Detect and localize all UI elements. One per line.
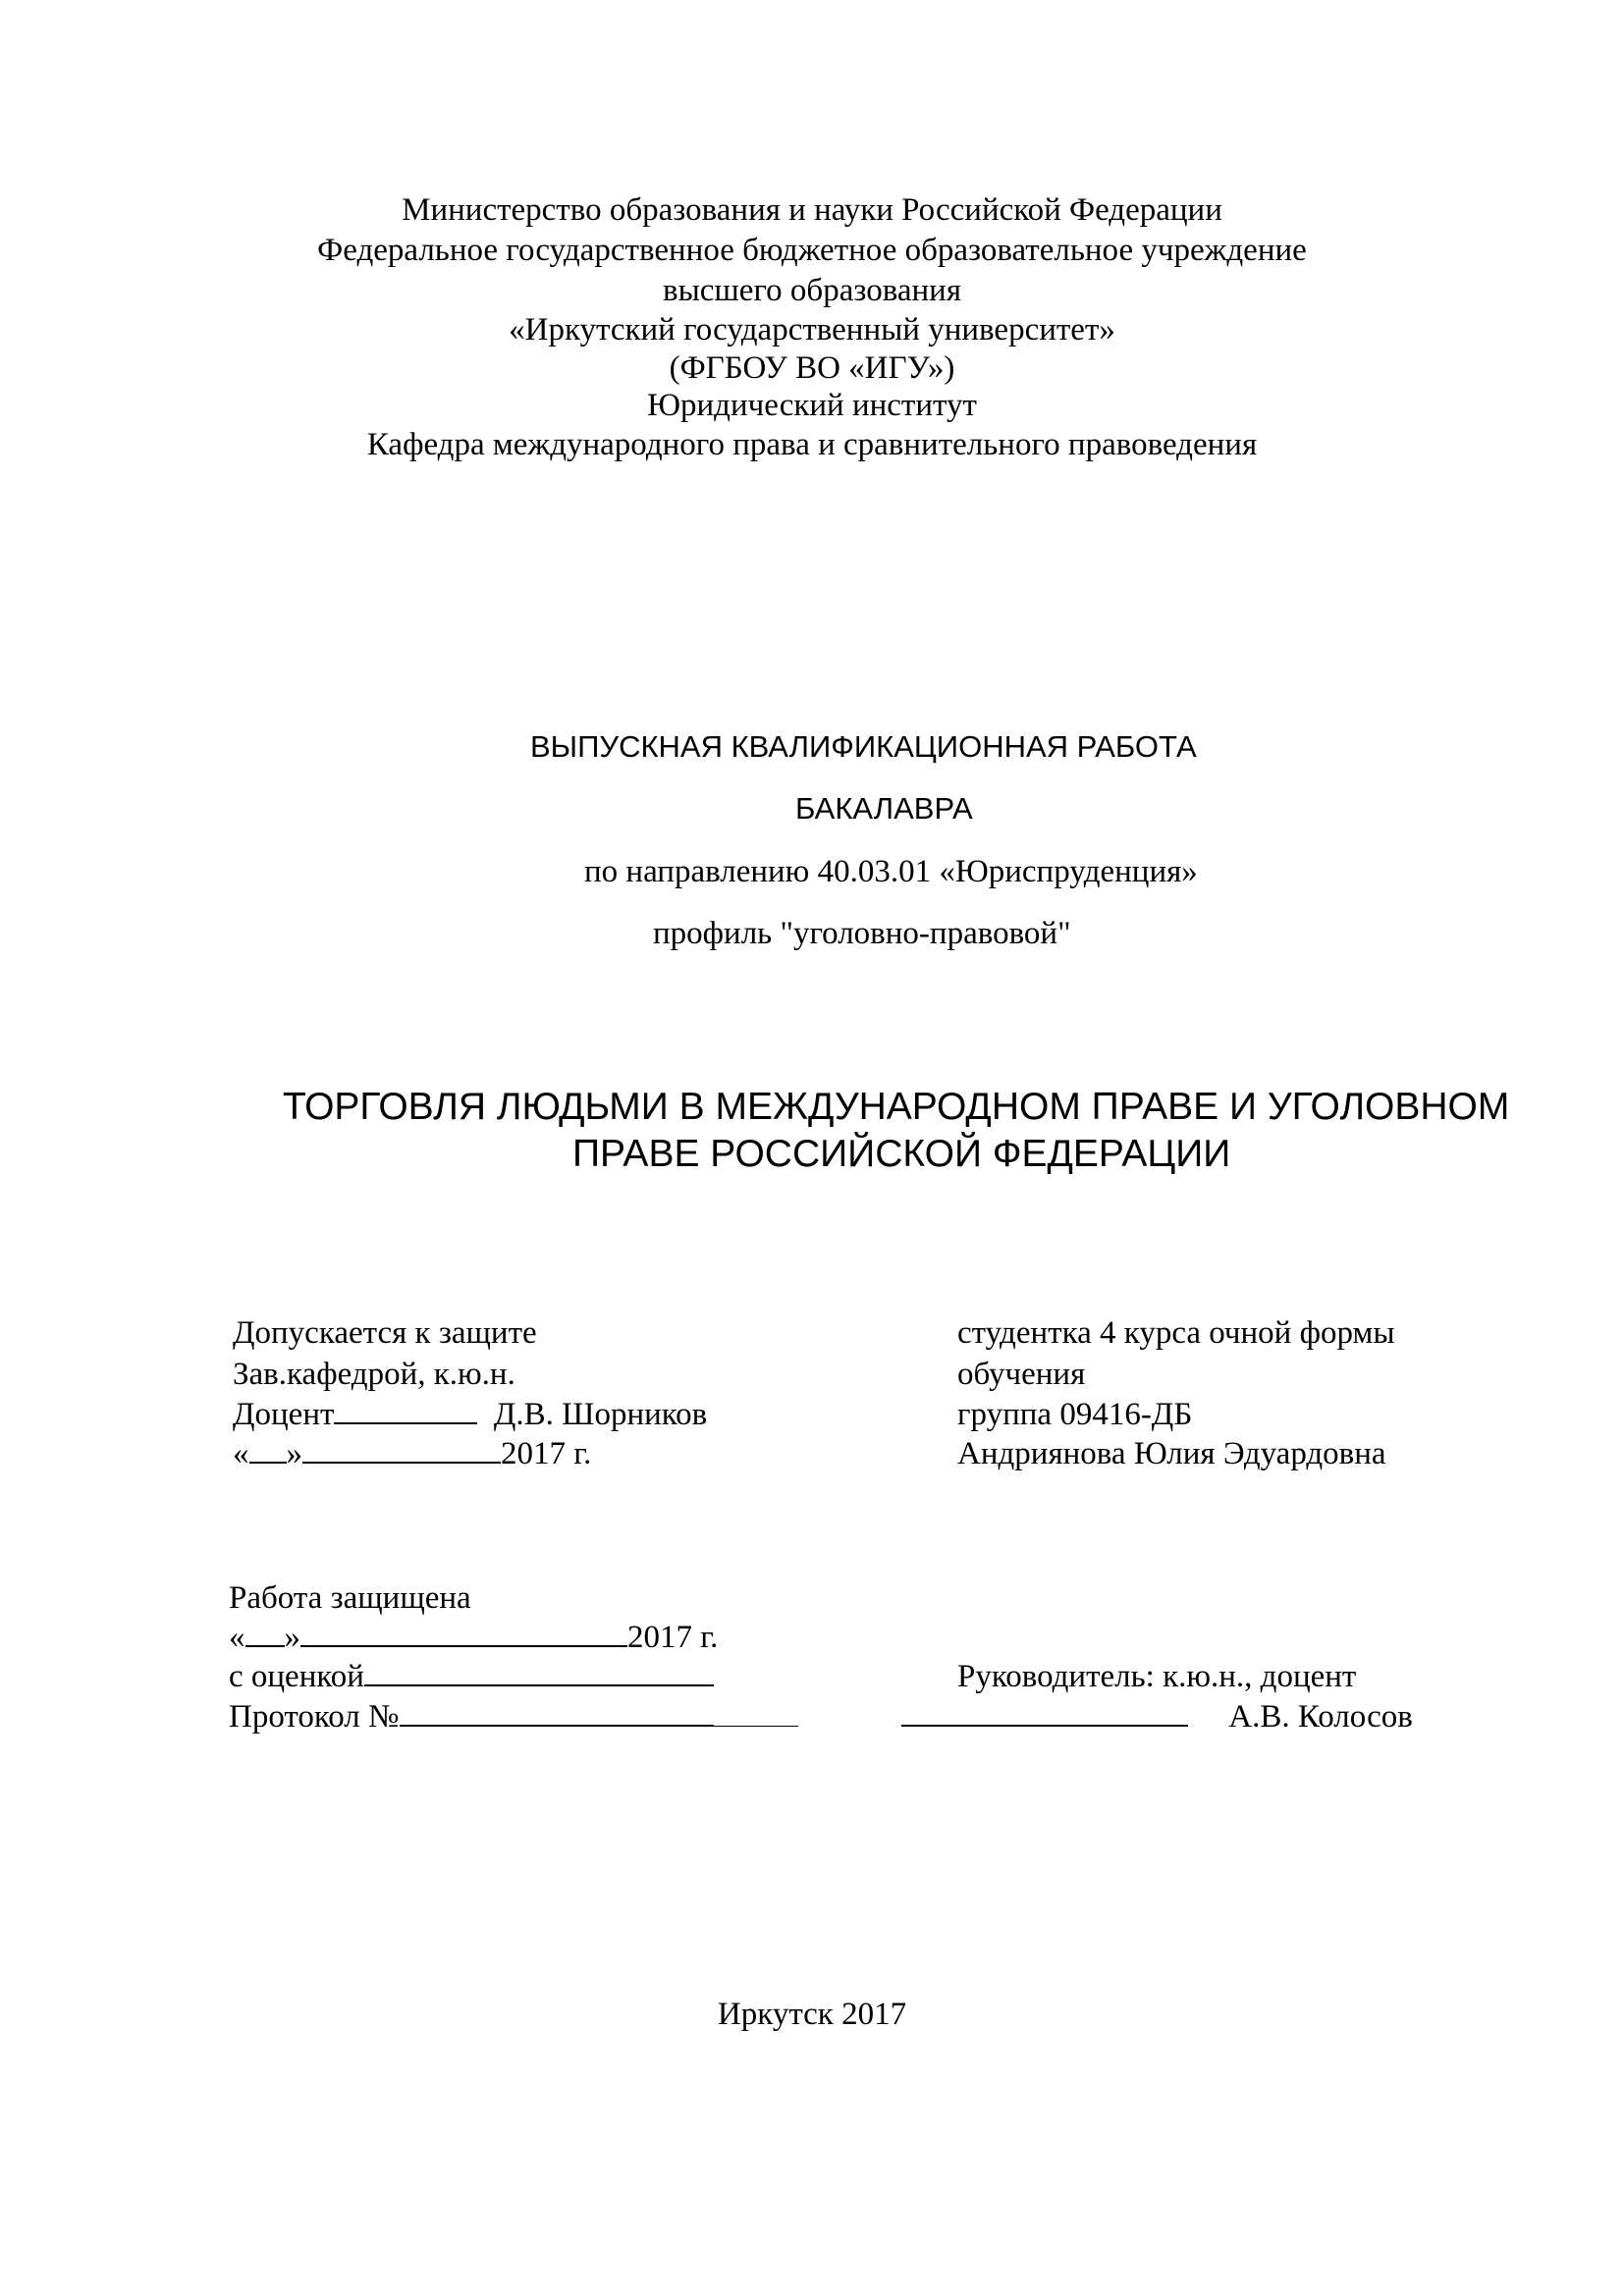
admission-month-blank bbox=[302, 1461, 501, 1464]
university-line: «Иркутский государственный университет» bbox=[509, 312, 1115, 347]
thesis-title-line1: ТОРГОВЛЯ ЛЮДЬМИ В МЕЖДУНАРОДНОМ ПРАВЕ И УГОЛОВНОМ bbox=[283, 1086, 1510, 1128]
supervisor-title: Руководитель: к.ю.н., доцент bbox=[957, 1659, 1357, 1694]
defense-open-quote: « bbox=[229, 1620, 245, 1655]
student-group: группа 09416-ДБ bbox=[957, 1397, 1193, 1432]
defense-day-blank bbox=[245, 1644, 285, 1647]
institution-type-line: Федеральное государственное бюджетное образовательное учреждение bbox=[317, 233, 1307, 268]
education-level-line: высшего образования bbox=[663, 273, 961, 308]
thesis-title-line2: ПРАВЕ РОССИЙСКОЙ ФЕДЕРАЦИИ bbox=[572, 1133, 1231, 1175]
direction-line: по направлению 40.03.01 «Юриспруденция» bbox=[584, 854, 1198, 889]
supervisor-name: А.В. Колосов bbox=[1228, 1699, 1413, 1735]
supervisor-signature-blank bbox=[901, 1724, 1188, 1727]
student-course: студентка 4 курса очной формы bbox=[957, 1315, 1395, 1351]
protocol-blank bbox=[400, 1724, 714, 1727]
ministry-line: Министерство образования и науки Российской Федерации bbox=[402, 192, 1222, 228]
admission-year: 2017 г. bbox=[501, 1436, 592, 1471]
grade-prefix: с оценкой bbox=[229, 1659, 364, 1694]
abbreviation-line: (ФГБОУ ВО «ИГУ») bbox=[669, 350, 955, 386]
work-type-line2: БАКАЛАВРА bbox=[795, 791, 973, 826]
protocol-prefix: Протокол № bbox=[229, 1699, 400, 1735]
docent-name: Д.В. Шорников bbox=[493, 1397, 708, 1432]
defense-date-row bbox=[229, 1622, 718, 1654]
defense-defended: Работа защищена bbox=[229, 1580, 471, 1616]
student-study-form: обучения bbox=[957, 1357, 1086, 1392]
institute-line: Юридический институт bbox=[647, 388, 977, 423]
defense-grade-row bbox=[229, 1661, 714, 1693]
admission-date-row bbox=[233, 1438, 591, 1470]
grade-blank bbox=[364, 1683, 714, 1686]
admission-allowed: Допускается к защите bbox=[233, 1315, 537, 1351]
admission-docent-row bbox=[233, 1399, 707, 1431]
department-line: Кафедра международного права и сравнительного правоведения bbox=[366, 427, 1258, 462]
admission-day-blank bbox=[249, 1461, 287, 1464]
work-type-line1: ВЫПУСКНАЯ КВАЛИФИКАЦИОННАЯ РАБОТА bbox=[530, 729, 1197, 764]
date-open-quote: « bbox=[233, 1436, 249, 1471]
profile-line: профиль "уголовно-правовой" bbox=[653, 916, 1071, 951]
date-close-quote: » bbox=[286, 1436, 302, 1471]
defense-month-blank bbox=[300, 1644, 627, 1647]
defense-year: 2017 г. bbox=[627, 1620, 719, 1655]
defense-protocol-row bbox=[229, 1701, 798, 1734]
protocol-blank-tail bbox=[714, 1725, 798, 1727]
supervisor-row bbox=[901, 1701, 1413, 1734]
admission-head: Зав.кафедрой, к.ю.н. bbox=[233, 1357, 515, 1392]
docent-signature-blank bbox=[334, 1421, 477, 1424]
city-year: Иркутск 2017 bbox=[717, 1997, 907, 2032]
defense-close-quote: » bbox=[284, 1620, 300, 1655]
student-name: Андриянова Юлия Эдуардовна bbox=[957, 1436, 1386, 1471]
docent-prefix: Доцент bbox=[233, 1397, 335, 1432]
